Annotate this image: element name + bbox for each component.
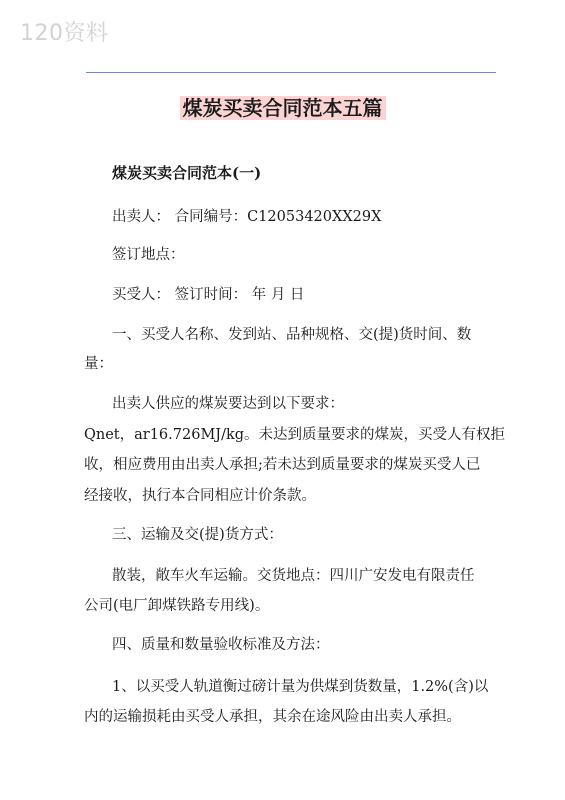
- paragraph-line: 签订地点：: [112, 247, 185, 263]
- paragraph-line: 公司(电厂卸煤铁路专用线)。: [84, 598, 270, 614]
- paragraph-line: 量：: [84, 356, 113, 372]
- paragraph-line: 经接收，执行本合同相应计价条款。: [84, 488, 316, 504]
- paragraph-line: 收，相应费用由出卖人承担;若未达到质量要求的煤炭买受人已: [84, 457, 481, 473]
- paragraph-line: 三、运输及交(提)货方式：: [112, 527, 283, 543]
- paragraph-line: 散装，敞车火车运输。交货地点：四川广安发电有限责任: [112, 568, 475, 584]
- section-title: 煤炭买卖合同范本(一): [112, 164, 262, 182]
- paragraph-line: 内的运输损耗由买受人承担，其余在途风险由出卖人承担。: [84, 709, 461, 725]
- paragraph-line: Qnet，ar16.726MJ/kg。未达到质量要求的煤炭，买受人有权拒: [84, 427, 506, 443]
- document-title-text: 煤炭买卖合同范本五篇: [180, 96, 386, 120]
- paragraph-line: 四、质量和数量验收标准及方法：: [112, 637, 330, 653]
- paragraph-line: 出卖人： 合同编号：C12053420XX29X: [112, 209, 382, 225]
- paragraph-line: 一、买受人名称、发到站、品种规格、交(提)货时间、数: [112, 327, 472, 343]
- header-divider: [86, 72, 496, 73]
- watermark: 120资料: [20, 21, 109, 46]
- paragraph-line: 1、以买受人轨道衡过磅计量为供煤到货数量，1.2%(含)以: [112, 679, 489, 695]
- paragraph-line: 买受人： 签订时间： 年 月 日: [112, 287, 305, 303]
- document-title: [0, 92, 565, 121]
- paragraph-line: 出卖人供应的煤炭要达到以下要求：: [112, 396, 344, 412]
